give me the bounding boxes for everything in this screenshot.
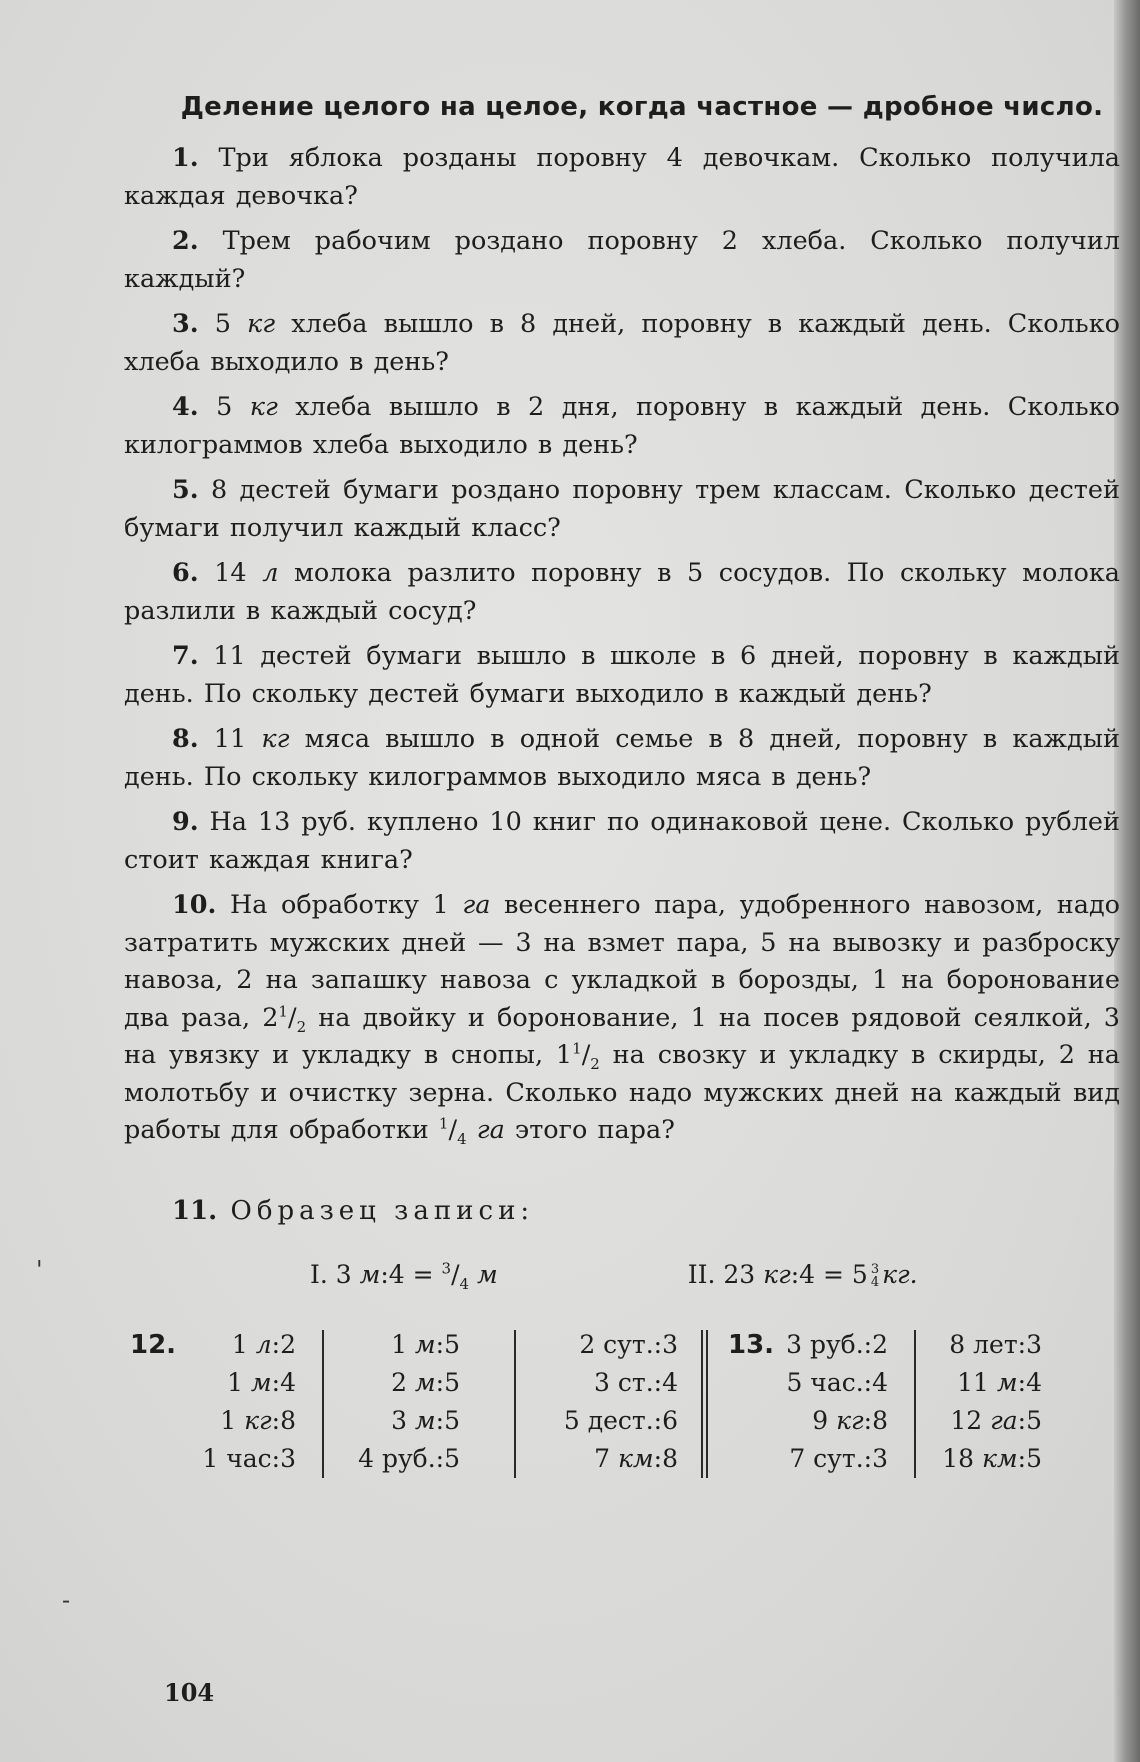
sample-formula-1: I. 3 м:4 = $^3/_4$ м — [310, 1259, 498, 1293]
problem-number: 5. — [172, 475, 199, 505]
exercise-text: 1 — [231, 1329, 256, 1359]
fraction-numerator: 1 — [438, 1114, 449, 1133]
problem-3 — [124, 306, 1120, 381]
problem-number: 4. — [172, 392, 199, 422]
unit: м — [414, 1329, 436, 1359]
exercise-text: :4 — [1017, 1367, 1042, 1397]
problem-text: этого пара? — [504, 1115, 675, 1145]
exercise-text: :5 — [1017, 1405, 1042, 1435]
exercise-item — [328, 1364, 460, 1402]
exercise-text: 12 — [950, 1405, 991, 1435]
problem-text: 5 — [214, 309, 248, 339]
exercise-12-column-1 — [164, 1326, 296, 1478]
exercise-text: :2 — [271, 1329, 296, 1359]
sample-title-text: Образец записи: — [230, 1195, 535, 1226]
exercise-item — [920, 1364, 1042, 1402]
formula-text: :4 = 5 — [790, 1259, 868, 1289]
problem-2 — [124, 223, 1120, 298]
page-content — [124, 92, 1120, 1486]
unit: кг — [244, 1405, 272, 1435]
fraction-denominator: 4 — [459, 1275, 470, 1293]
exercise-text: 1 час:3 — [202, 1443, 296, 1473]
problem-text: весеннего пара, удобренного навозом, надо затратить мужских дней — 3 на взмет пара, 5 на вывозку и разброску навоза, 2 на запашку навоза с укладкой в борозды, 1 на боронование два раза, 2 — [124, 890, 1121, 1033]
exercise-item — [328, 1402, 460, 1440]
exercise-item — [920, 1402, 1042, 1440]
problem-text: 5 — [216, 392, 250, 422]
exercise-12-column-2 — [328, 1326, 460, 1478]
fraction-denominator: 4 — [457, 1130, 467, 1149]
fraction-numerator: 1 — [278, 1002, 288, 1020]
problem-text: хлеба вышло в 2 дня, поровну в каждый день. Сколько килограммов хлеба выходило в день? — [124, 392, 1120, 460]
unit: м — [477, 1260, 498, 1289]
exercise-item — [164, 1326, 296, 1364]
unit: кг — [247, 309, 276, 339]
problem-text: 14 — [214, 558, 263, 588]
unit: м — [996, 1367, 1018, 1397]
unit: л — [262, 558, 279, 588]
exercise-text: :8 — [863, 1405, 888, 1435]
problem-4 — [124, 389, 1120, 464]
section-heading: Деление целого на целое, когда частное — дробное число. — [180, 92, 1104, 122]
exercise-13-number: 13. — [728, 1329, 775, 1360]
unit: км — [981, 1443, 1018, 1473]
problem-text: 11 дестей бумаги вышло в школе в 6 дней, поровну в каждый день. По скольку дестей бумаги выходило в каждый день? — [124, 641, 1120, 709]
exercise-text: 2 сут.:3 — [579, 1329, 678, 1359]
exercise-13-column-2 — [920, 1326, 1042, 1478]
exercise-text: 1 — [220, 1405, 245, 1435]
exercise-item — [754, 1364, 888, 1402]
unit: га — [476, 1115, 505, 1145]
problem-text: на свозку и укладку в скирды, 2 на молотьбу и очистку зерна. Сколько надо мужских дней на каждый вид работы для обработки — [124, 1040, 1120, 1145]
exercise-text: 4 руб.:5 — [358, 1443, 460, 1473]
exercise-text: :5 — [435, 1329, 460, 1359]
unit: м — [414, 1405, 436, 1435]
unit: м — [414, 1367, 436, 1397]
exercise-text: :4 — [271, 1367, 296, 1397]
unit: кг — [249, 392, 278, 422]
formula-text: II. 23 — [687, 1259, 764, 1289]
exercise-text: 5 час.:4 — [786, 1367, 888, 1397]
exercise-item — [754, 1440, 888, 1478]
exercise-13-column-1 — [754, 1326, 888, 1478]
exercise-item — [520, 1402, 678, 1440]
problem-number: 9. — [172, 807, 199, 837]
fraction-numerator: 3 — [870, 1262, 880, 1278]
margin-mark: ' — [36, 1256, 43, 1284]
exercise-text: 2 — [391, 1367, 415, 1397]
unit: кг — [763, 1259, 791, 1289]
exercise-text: 1 — [227, 1367, 251, 1397]
problem-number: 8. — [172, 724, 199, 754]
exercise-item — [754, 1402, 888, 1440]
unit: кг — [261, 724, 290, 754]
exercise-item — [164, 1364, 296, 1402]
unit: га — [462, 890, 491, 920]
exercise-item — [920, 1326, 1042, 1364]
exercise-text: :8 — [653, 1443, 678, 1473]
exercise-text: 3 ст.:4 — [594, 1367, 678, 1397]
exercise-grid — [124, 1326, 1120, 1486]
exercise-item — [164, 1440, 296, 1478]
margin-mark: ‐ — [62, 1586, 71, 1614]
problem-text: молока разлито поровну в 5 сосудов. По скольку молока разлили в каждый сосуд? — [124, 558, 1120, 626]
unit: м — [359, 1260, 381, 1289]
column-divider — [914, 1330, 916, 1478]
problem-text: На 13 руб. куплено 10 книг по одинаковой цене. Сколько рублей стоит каждая книга? — [124, 807, 1121, 875]
problem-text: На обработку 1 — [229, 890, 463, 920]
exercise-text: 5 дест.:6 — [563, 1405, 678, 1435]
problem-number: 11. — [172, 1195, 218, 1226]
exercise-text: 7 — [594, 1443, 618, 1473]
column-divider — [322, 1330, 324, 1478]
sample-formula-2 — [688, 1260, 918, 1290]
problem-text: на двойку и боронование, 1 на посев рядовой сеялкой, 3 на увязку и укладку в снопы, 1 — [124, 1002, 1120, 1070]
problem-text: Трем рабочим роздано поровну 2 хлеба. Сколько получил каждый? — [124, 226, 1121, 294]
problem-9 — [124, 804, 1120, 879]
problem-text: Три яблока розданы поровну 4 девочкам. Сколько получила каждая девочка? — [124, 143, 1120, 211]
unit: м — [250, 1367, 272, 1397]
exercise-text: 11 — [957, 1367, 997, 1397]
exercise-item — [920, 1440, 1042, 1478]
exercise-item — [754, 1326, 888, 1364]
unit: л — [255, 1329, 272, 1359]
fraction-numerator: 3 — [441, 1259, 452, 1278]
problem-number: 1. — [172, 143, 199, 173]
problem-text: мяса вышло в одной семье в 8 дней, поровну в каждый день. По скольку килограммов выходило мяса в день? — [124, 724, 1120, 792]
fraction-denominator: 4 — [870, 1275, 880, 1291]
problem-number: 3. — [172, 309, 199, 339]
problem-8 — [124, 721, 1120, 796]
exercise-text: :5 — [1017, 1443, 1042, 1473]
unit: кг — [836, 1405, 864, 1435]
exercise-text: 8 лет:3 — [949, 1329, 1042, 1359]
fraction-numerator: 1 — [572, 1039, 582, 1058]
exercise-12-column-3 — [520, 1326, 678, 1478]
unit: га — [990, 1405, 1018, 1435]
sample-formulas — [124, 1250, 1120, 1300]
problem-6 — [124, 555, 1120, 630]
exercise-item — [520, 1364, 678, 1402]
exercise-text: :8 — [271, 1405, 296, 1435]
problem-10: 10. На обработку 1 га весеннего пара, удобренного навозом, надо затратить мужских дней — 3 на взмет пара, 5 на вывозку и разброску навоза, 2 на запашку навоза с укладкой в борозды, 1 на боронование два раза, $2^1/_2$ на двойку и боронование, 1 на посев рядовой сеялкой, 3 на увязку и укладку в снопы, $1^1/_2$ на свозку и укладку в скирды, 2 на молотьбу и очистку зерна. Сколько надо мужских дней на каждый вид работы для обработки $^1/_4$ га этого пара? — [124, 890, 1121, 1149]
problem-1 — [124, 140, 1120, 215]
page-number: 104 — [164, 1678, 215, 1707]
fraction-denominator: 2 — [590, 1055, 600, 1074]
exercise-text: 3 — [391, 1405, 415, 1435]
problem-list — [124, 140, 1120, 879]
exercise-item — [164, 1402, 296, 1440]
exercise-12-number: 12. — [130, 1329, 177, 1360]
exercise-item — [328, 1440, 460, 1478]
stacked-fraction — [871, 1263, 879, 1289]
problem-text: хлеба вышло в 8 дней, поровну в каждый день. Сколько хлеба выходило в день? — [124, 309, 1120, 377]
exercise-item — [328, 1326, 460, 1364]
sample-title — [172, 1196, 1120, 1226]
unit: кг. — [882, 1259, 918, 1289]
problem-number: 2. — [172, 226, 199, 256]
exercise-text: 3 руб.:2 — [786, 1329, 888, 1359]
exercise-item — [520, 1326, 678, 1364]
problem-5 — [124, 472, 1120, 547]
exercise-text: 18 — [942, 1443, 982, 1473]
problem-text: 11 — [213, 724, 262, 754]
problem-number: 7. — [172, 641, 199, 671]
exercise-item — [520, 1440, 678, 1478]
formula-text: :4 = — [380, 1260, 442, 1289]
formula-text: I. 3 — [310, 1260, 360, 1289]
exercise-text: 1 — [391, 1329, 415, 1359]
problem-number: 6. — [172, 558, 199, 588]
column-divider — [701, 1330, 703, 1478]
exercise-text: 7 сут.:3 — [789, 1443, 888, 1473]
column-divider — [706, 1330, 708, 1478]
exercise-text: 9 — [812, 1405, 837, 1435]
exercise-text: :5 — [435, 1405, 460, 1435]
exercise-text: :5 — [435, 1367, 460, 1397]
problem-text: 8 дестей бумаги роздано поровну трем классам. Сколько дестей бумаги получил каждый класс? — [124, 475, 1120, 543]
column-divider — [514, 1330, 516, 1478]
unit: км — [617, 1443, 654, 1473]
fraction-denominator: 2 — [296, 1017, 307, 1036]
problem-number: 10. — [172, 890, 217, 920]
problem-7 — [124, 638, 1120, 713]
